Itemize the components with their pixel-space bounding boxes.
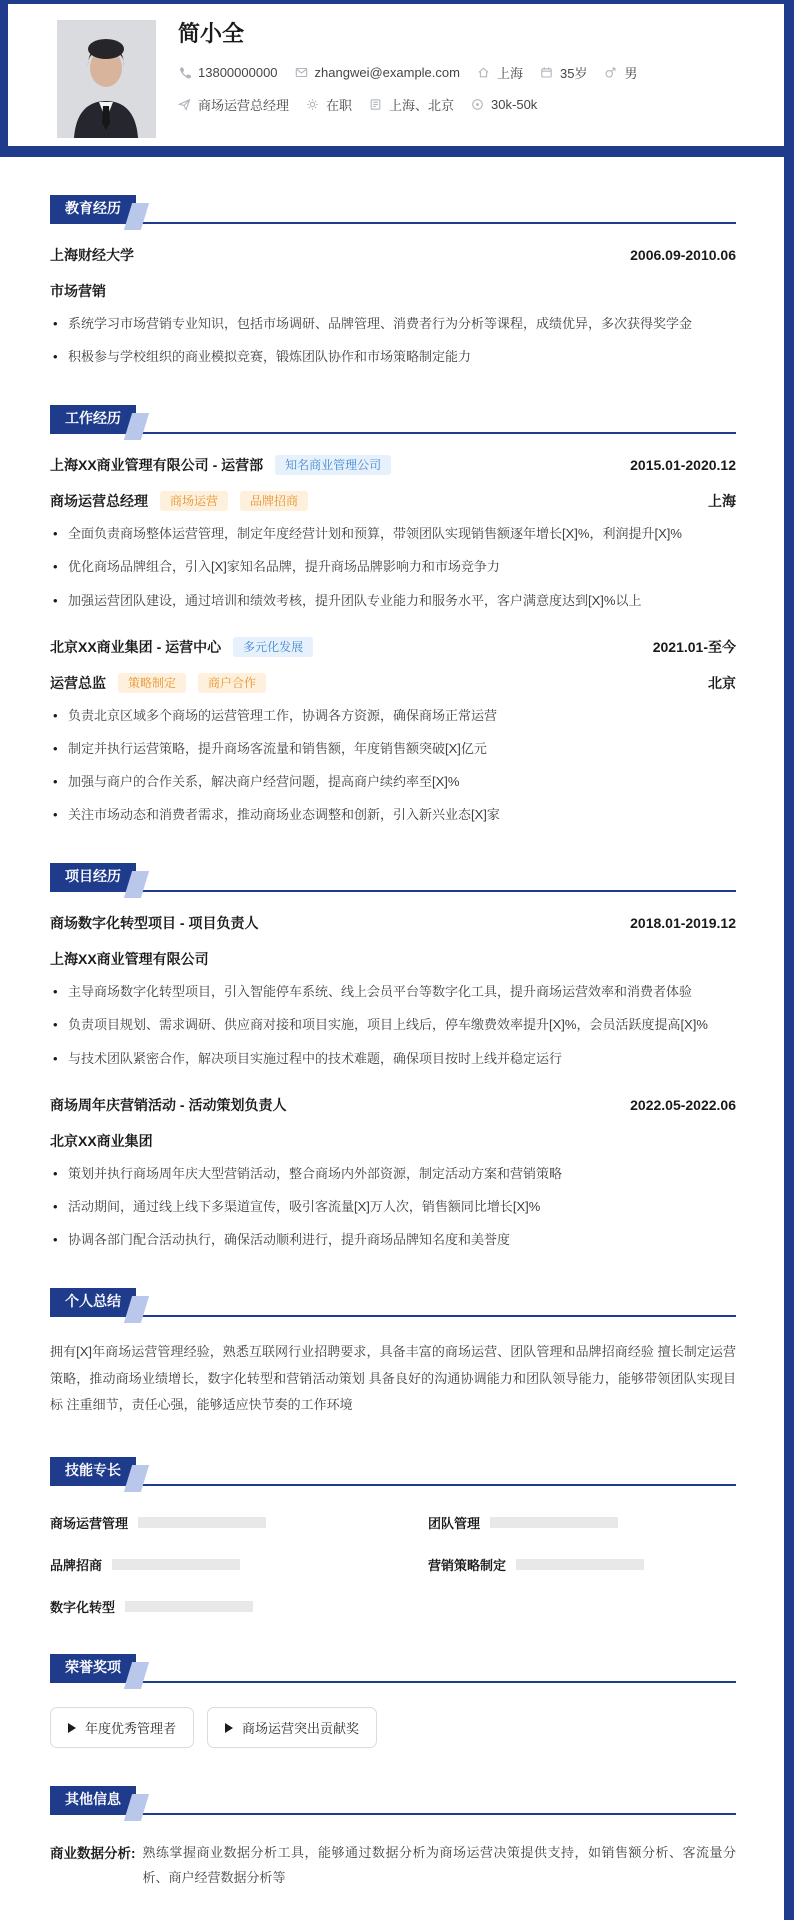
section-header-summary [50, 1288, 736, 1317]
expected-salary: 30k-50k [491, 97, 538, 113]
honor-badge [207, 1707, 377, 1748]
bullet-item: • 优化商场品牌组合，引入[X]家知名品牌，提升商场品牌影响力和市场竞争力 [50, 557, 736, 577]
bullet-item: • 主导商场数字化转型项目，引入智能停车系统、线上会员平台等数字化工具，提升商场运营效率和消费者体验 [50, 982, 736, 1002]
profile-photo-placeholder [57, 20, 156, 138]
section-title-badge: 工作经历 [50, 405, 136, 432]
company-name: 上海XX商业管理有限公司 - 运营部 [50, 457, 264, 474]
contact-gender [604, 63, 637, 82]
role-tag: 商户合作 [198, 673, 266, 693]
role-tag: 品牌招商 [240, 491, 308, 511]
section-summary [50, 1288, 736, 1419]
contact-age [540, 63, 587, 82]
bullet-item: • 协调各部门配合活动执行，确保活动顺利进行，提升商场品牌知名度和美誉度 [50, 1230, 736, 1250]
section-title-badge: 项目经历 [50, 863, 136, 890]
header-divider-bar [0, 146, 794, 157]
section-title-badge: 教育经历 [50, 195, 136, 222]
bullet-item: • 与技术团队紧密合作，解决项目实施过程中的技术难题，确保项目按时上线并稳定运行 [50, 1049, 736, 1069]
bullet-item: • 策划并执行商场周年庆大型营销活动，整合商场内外部资源，制定活动方案和营销策略 [50, 1164, 736, 1184]
section-work [50, 405, 736, 825]
project-bullets [50, 982, 736, 1068]
role-tag: 策略制定 [118, 673, 186, 693]
section-title-badge: 个人总结 [50, 1288, 136, 1315]
role-tag: 商场运营 [160, 491, 228, 511]
target-cities: 上海、北京 [389, 98, 455, 114]
triangle-icon [225, 1723, 233, 1733]
section-education [50, 195, 736, 367]
bullet-item: • 活动期间，通过线上线下多渠道宣传，吸引客流量[X]万人次，销售额同比增长[X]% [50, 1197, 736, 1217]
contact-status [306, 95, 352, 114]
contact-row-1 [178, 63, 654, 82]
project-name: 商场数字化转型项目 - 项目负责人 [50, 915, 259, 932]
section-header-other [50, 1786, 736, 1815]
bullet-item: • 负责北京区域多个商场的运营管理工作，协调各方资源，确保商场正常运营 [50, 706, 736, 726]
role-title: 运营总监 [50, 674, 106, 691]
honor-label: 商场运营突出贡献奖 [242, 1721, 360, 1737]
bullet-item: • 积极参与学校组织的商业模拟竞赛，锻炼团队协作和市场策略制定能力 [50, 347, 736, 367]
project-company: 上海XX商业管理有限公司 [50, 951, 209, 968]
work-location: 北京 [708, 674, 736, 691]
section-other [50, 1786, 736, 1890]
gender-icon [604, 66, 617, 79]
section-projects [50, 863, 736, 1250]
contact-email [295, 65, 460, 80]
work-bullets [50, 524, 736, 610]
section-title-badge: 其他信息 [50, 1786, 136, 1813]
education-date: 2006.09-2010.06 [630, 247, 736, 263]
expected-position: 商场运营总经理 [198, 98, 290, 114]
major-name: 市场营销 [50, 283, 106, 299]
skill-label: 数字化转型 [50, 1600, 116, 1616]
section-header-work [50, 405, 736, 434]
bullet-item: • 加强与商户的合作关系，解决商户经营问题，提高商户续约率至[X]% [50, 772, 736, 792]
skill-bar [112, 1559, 240, 1570]
skill-label: 品牌招商 [50, 1558, 103, 1574]
education-bullets [50, 314, 736, 367]
honor-label: 年度优秀管理者 [85, 1721, 177, 1737]
skill-item [428, 1555, 736, 1574]
section-header-honors [50, 1654, 736, 1683]
other-info-label: 商业数据分析: [50, 1846, 136, 1862]
skill-label: 团队管理 [428, 1516, 481, 1532]
role-title: 商场运营总经理 [50, 493, 148, 510]
contact-phone [178, 65, 278, 80]
honor-badge [50, 1707, 194, 1748]
home-icon [477, 66, 490, 79]
project-bullets [50, 1164, 736, 1250]
section-title-badge: 荣誉奖项 [50, 1654, 136, 1681]
right-border [784, 0, 794, 1920]
phone-number: 13800000000 [198, 65, 278, 81]
candidate-name: 简小全 [178, 21, 245, 46]
skill-label: 营销策略制定 [428, 1558, 507, 1574]
salary-icon [471, 98, 484, 111]
bullet-item: • 加强运营团队建设，通过培训和绩效考核，提升团队专业能力和服务水平，客户满意度达到[X]%以上 [50, 591, 736, 611]
status-icon [306, 98, 319, 111]
skill-bar [125, 1601, 253, 1612]
summary-text: 拥有[X]年商场运营管理经验，熟悉互联网行业招聘要求，具备丰富的商场运营、团队管理和品牌招商经验 擅长制定运营策略，推动商场业绩增长，数字化转型和营销活动策划 具备良好的沟通协调能力和团队领导能力，能够带领团队实现目标 注重细节，责任心强，能够适应快节奏的工作环境 [50, 1344, 736, 1413]
contact-home-city [477, 63, 523, 82]
section-header-skills [50, 1457, 736, 1486]
other-info-text: 熟练掌握商业数据分析工具，能够通过数据分析为商场运营决策提供支持，如销售额分析、客流量分析、商户经营数据分析等 [142, 1845, 736, 1885]
work-date: 2021.01-至今 [652, 638, 736, 655]
work-date: 2015.01-2020.12 [630, 457, 736, 474]
section-title-badge: 技能专长 [50, 1457, 136, 1484]
skill-bar [516, 1559, 644, 1570]
contact-salary [471, 97, 537, 112]
home-city: 上海 [496, 66, 523, 82]
section-header-projects [50, 863, 736, 892]
email-address: zhangwei@example.com [314, 65, 460, 81]
header-info [178, 20, 654, 146]
honors-list [50, 1707, 736, 1748]
bullet-item: • 关注市场动态和消费者需求，推动商场业态调整和创新，引入新兴业态[X]家 [50, 805, 736, 825]
skill-label: 商场运营管理 [50, 1516, 129, 1532]
project-date: 2022.05-2022.06 [630, 1096, 736, 1113]
section-honors [50, 1654, 736, 1748]
company-tag: 知名商业管理公司 [275, 455, 391, 475]
top-border [0, 0, 794, 4]
skill-item [50, 1597, 358, 1616]
school-name: 上海财经大学 [50, 247, 134, 263]
age: 35岁 [559, 66, 588, 82]
resume-header [0, 0, 794, 146]
phone-icon [178, 66, 191, 79]
job-status: 在职 [326, 98, 353, 114]
project-date: 2018.01-2019.12 [630, 915, 736, 932]
work-bullets [50, 706, 736, 826]
company-tag: 多元化发展 [233, 637, 313, 657]
other-info-row [50, 1841, 736, 1890]
city-icon [369, 98, 382, 111]
resume-content [0, 195, 794, 1920]
age-icon [540, 66, 553, 79]
section-header-education [50, 195, 736, 224]
work-location: 上海 [708, 493, 736, 510]
email-icon [295, 66, 308, 79]
bullet-item: • 负责项目规划、需求调研、供应商对接和项目实施，项目上线后，停车缴费效率提升[X]%，会员活跃度提高[X]% [50, 1015, 736, 1035]
gender: 男 [624, 66, 638, 82]
contact-target-cities [369, 95, 454, 114]
triangle-icon [68, 1723, 76, 1733]
skill-item [50, 1555, 358, 1574]
bullet-item: • 制定并执行运营策略，提升商场客流量和销售额，年度销售额突破[X]亿元 [50, 739, 736, 759]
profile-photo [57, 20, 156, 138]
contact-row-2 [178, 95, 654, 114]
project-company: 北京XX商业集团 [50, 1132, 153, 1149]
bullet-item: • 全面负责商场整体运营管理，制定年度经营计划和预算，带领团队实现销售额逐年增长[X]%，利润提升[X]% [50, 524, 736, 544]
contact-position [178, 95, 289, 114]
left-border [0, 0, 8, 157]
company-name: 北京XX商业集团 - 运营中心 [50, 638, 222, 655]
bullet-item: • 系统学习市场营销专业知识，包括市场调研、品牌管理、消费者行为分析等课程，成绩优异，多次获得奖学金 [50, 314, 736, 334]
project-name: 商场周年庆营销活动 - 活动策划负责人 [50, 1096, 287, 1113]
section-skills [50, 1457, 736, 1616]
skills-grid [50, 1513, 736, 1616]
position-icon [178, 98, 191, 111]
